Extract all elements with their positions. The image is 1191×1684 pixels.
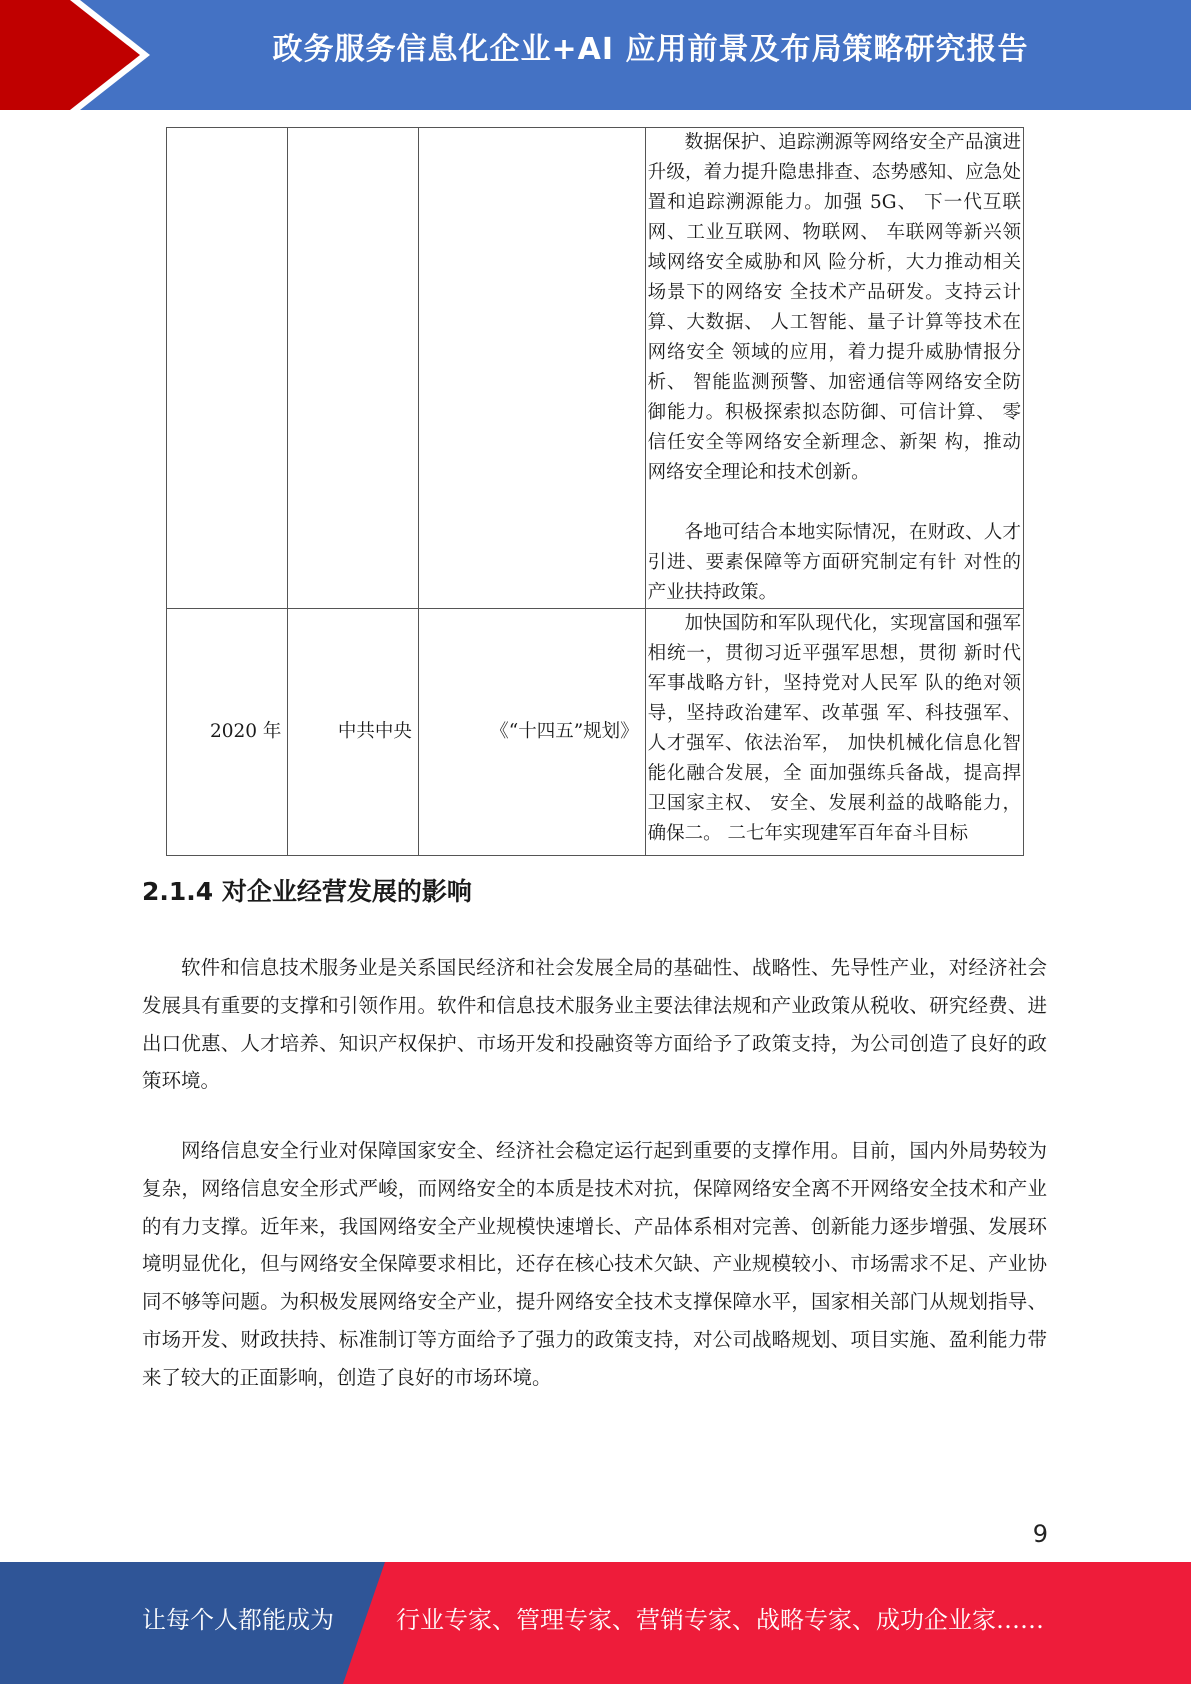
description-paragraph: 加快国防和军队现代化，实现富国和强军相统一，贯彻习近平强军思想，贯彻 新时代军事战略方针，坚持党对人民军 队的绝对领导，坚持政治建军、改革强 军、科技强军、人才强军、依法治军， 加快机械化信息化智能化融合发展，全 面加强练兵备战，提高捍卫国家主权、 安全、发展利益的战略能力，确保二。 二七年实现建军百年奋斗目标 (647, 613, 1021, 844)
year-cell (167, 128, 288, 609)
page-footer (0, 1562, 1191, 1684)
description-paragraph: 数据保护、追踪溯源等网络安全产品演进升级，着力提升隐患排查、态势感知、应急处置和追踪溯源能力。加强 5G、 下一代互联网、工业互联网、物联网、 车联网等新兴领域网络安全威胁和风 险分析，大力推动相关场景下的网络安 全技术产品研发。支持云计算、大数据、 人工智能、量子计算等技术在网络安全 领域的应用，着力提升威胁情报分析、 智能监测预警、加密通信等网络安全防 御能力。积极探索拟态防御、可信计算、 零信任安全等网络安全新理念、新架 构，推动网络安全理论和技术创新。 (647, 132, 1021, 483)
organization-cell: 中共中央 (288, 609, 418, 856)
body-paragraph: 网络信息安全行业对保障国家安全、经济社会稳定运行起到重要的支撑作用。目前，国内外局势较为复杂，网络信息安全形式严峻，而网络安全的本质是技术对抗，保障网络安全离不开网络安全技术和产业的有力支撑。近年来，我国网络安全产业规模快速增长、产品体系相对完善、创新能力逐步增强、发展环境明显优化，但与网络安全保障要求相比，还存在核心技术欠缺、产业规模较小、市场需求不足、产业协同不够等问题。为积极发展网络安全产业，提升网络安全技术支撑保障水平，国家相关部门从规划指导、市场开发、财政扶持、标准制订等方面给予了强力的政策支持，对公司战略规划、项目实施、盈利能力带来了较大的正面影响，创造了良好的市场环境。 (142, 1139, 1047, 1389)
description-cell (645, 609, 1023, 856)
document-cell (418, 128, 645, 609)
document-cell: 《“十四五”规划》 (418, 609, 645, 856)
year-cell: 2020 年 (167, 609, 288, 856)
description-paragraph: 各地可结合本地实际情况，在财政、人才引进、要素保障等方面研究制定有针 对性的产业扶持政策。 (647, 522, 1021, 603)
table-row (167, 609, 1024, 856)
section-heading: 2.1.4 对企业经营发展的影响 (142, 877, 472, 906)
footer-slogan-right: 行业专家、管理专家、营销专家、战略专家、成功企业家…… (396, 1606, 1044, 1634)
body-paragraph: 软件和信息技术服务业是关系国民经济和社会发展全局的基础性、战略性、先导性产业，对经济社会发展具有重要的支撑和引领作用。软件和信息技术服务业主要法律法规和产业政策从税收、研究经费、进出口优惠、人才培养、知识产权保护、市场开发和投融资等方面给予了政策支持，为公司创造了良好的政策环境。 (142, 956, 1047, 1093)
report-title: 政务服务信息化企业+AI 应用前景及布局策略研究报告 (272, 32, 1029, 67)
table-row (167, 128, 1024, 609)
description-cell (645, 128, 1023, 609)
page-number: 9 (1032, 1520, 1048, 1548)
policy-table (166, 127, 1024, 856)
page-header (0, 0, 1191, 110)
footer-slogan-left: 让每个人都能成为 (142, 1606, 334, 1634)
organization-cell (288, 128, 418, 609)
